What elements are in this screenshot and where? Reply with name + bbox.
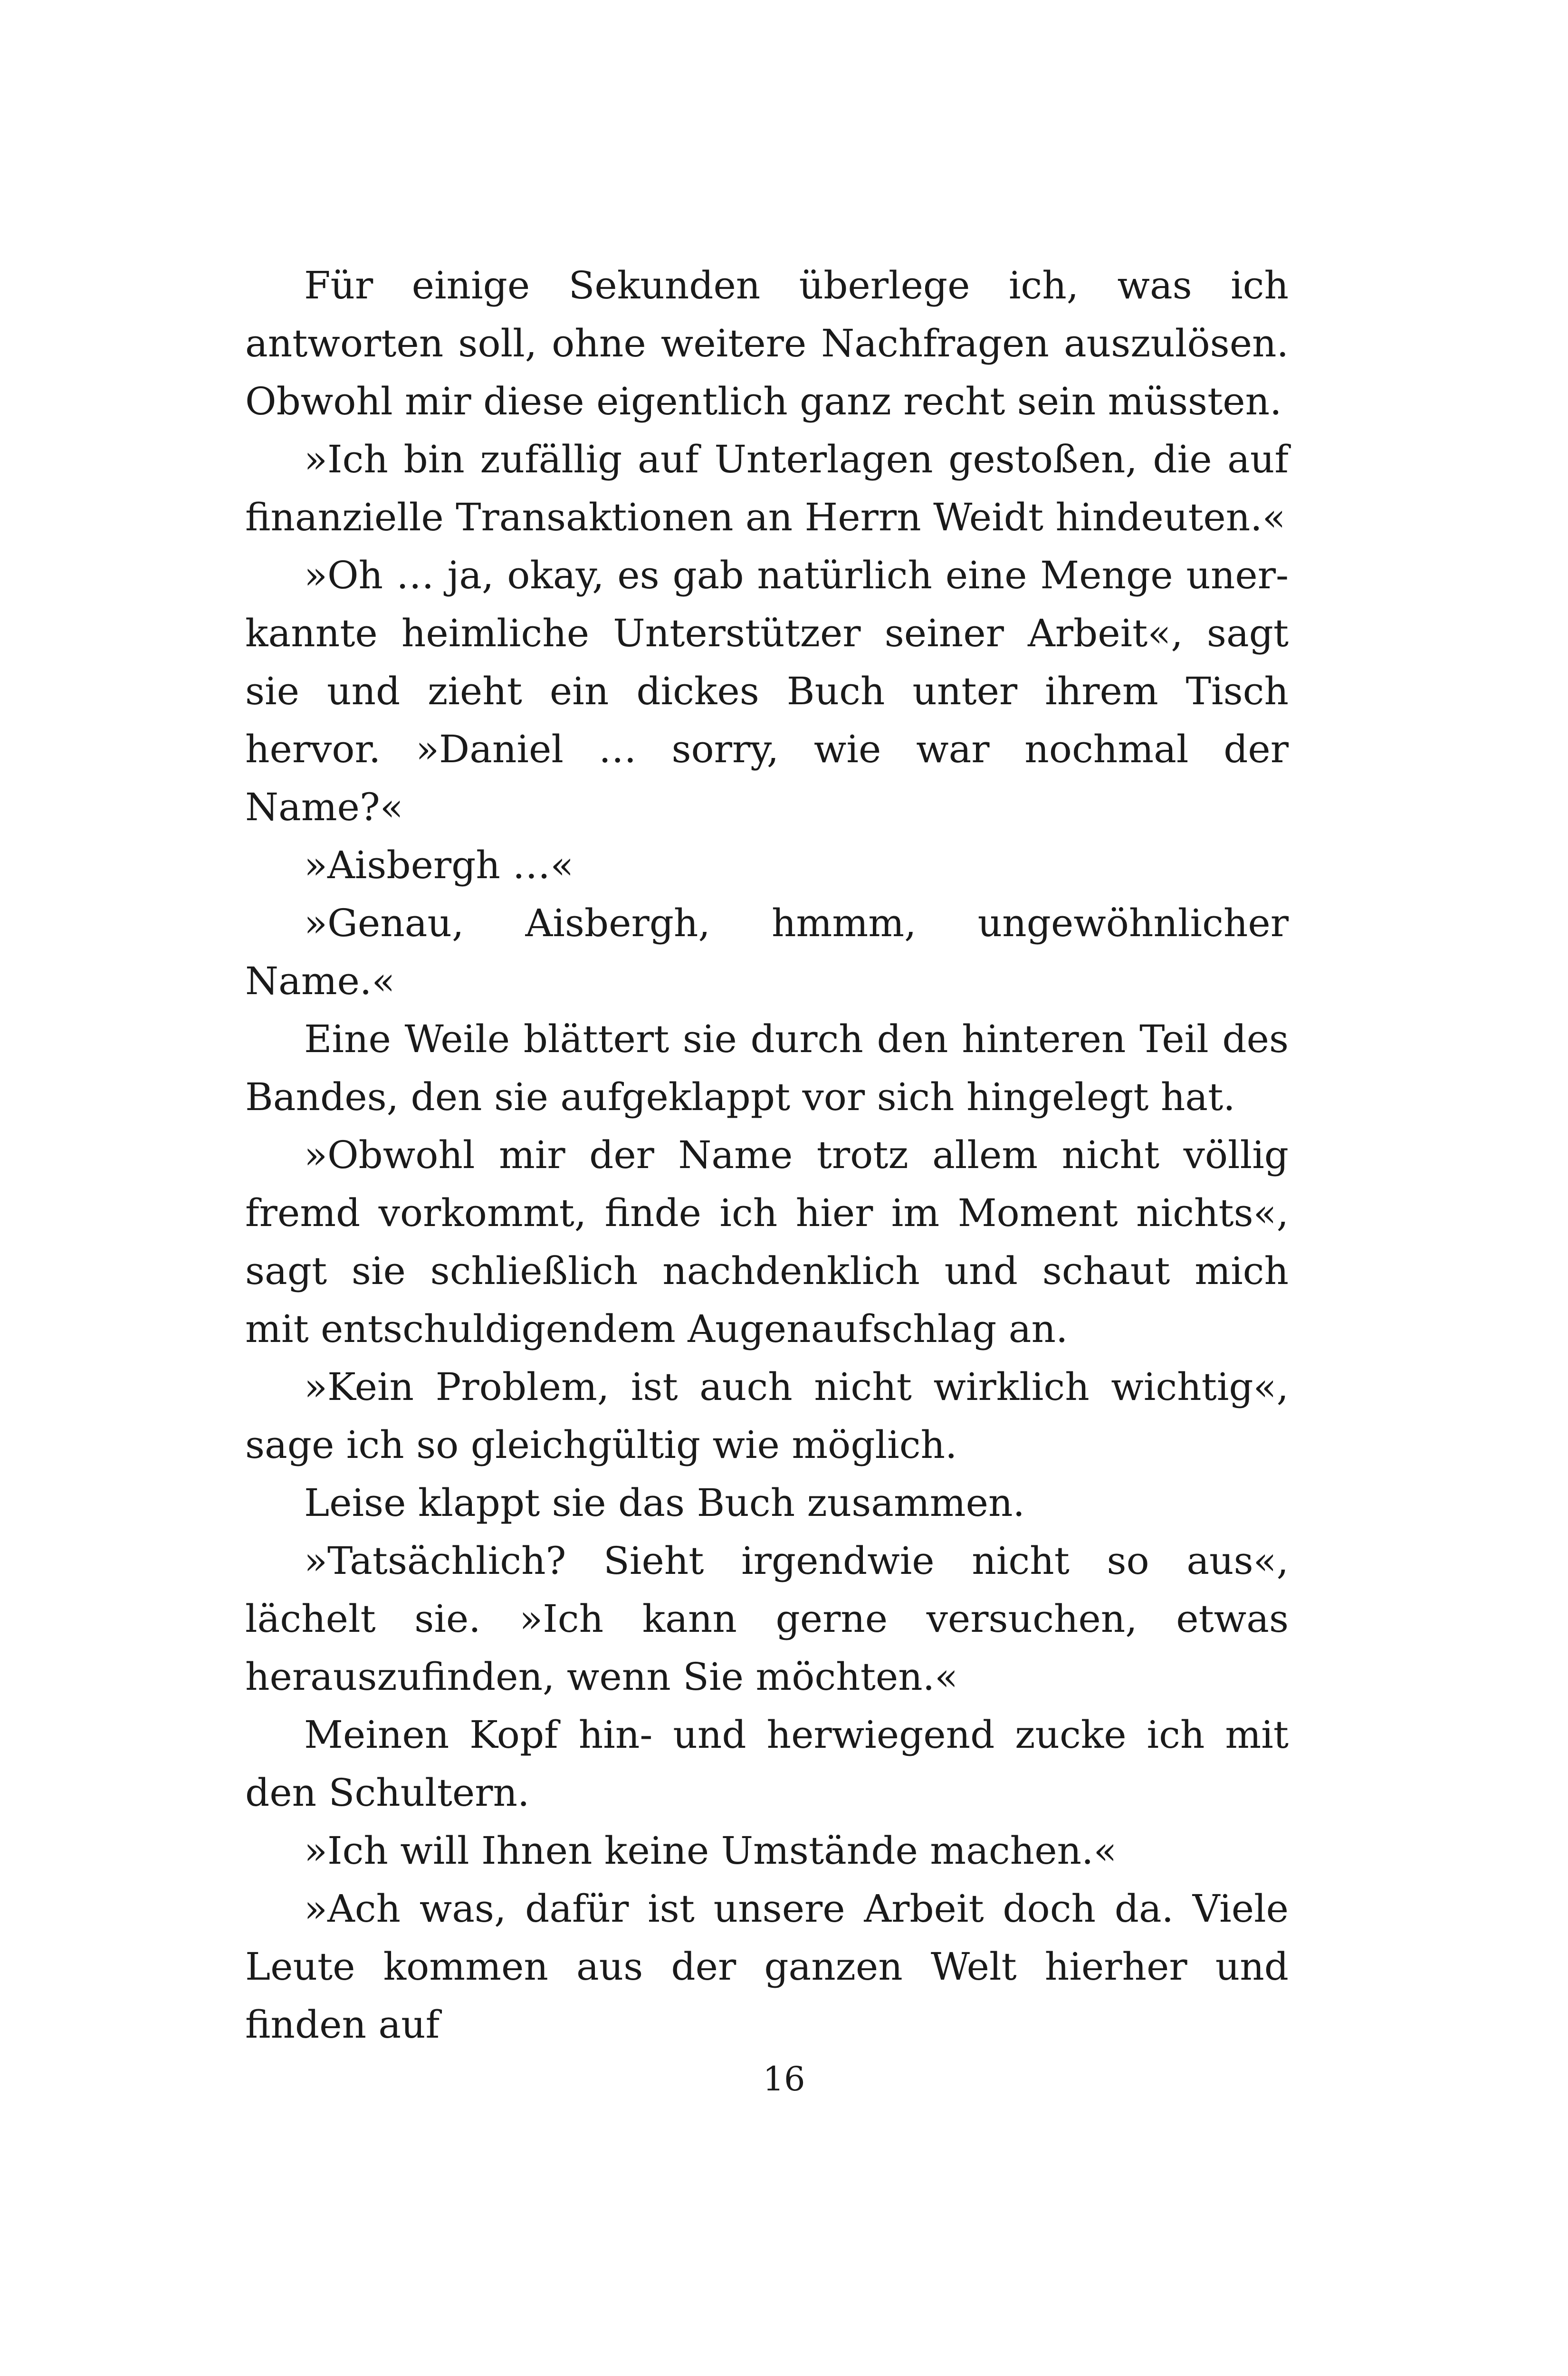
page-number: 16	[763, 2060, 805, 2098]
paragraph-5: »Genau, Aisbergh, hmmm, ungewöhnlicher Name.«	[245, 901, 1289, 1003]
body-text	[245, 257, 1289, 2054]
paragraph-9: Leise klappt sie das Buch zusammen.	[304, 1481, 1025, 1525]
paragraph-6: Eine Weile blättert sie durch den hinteren Teil des Bandes, den sie aufgeklappt vor sich hingelegt hat.	[245, 1017, 1289, 1119]
paragraph-7: »Obwohl mir der Name trotz allem nicht völlig fremd vorkommt, finde ich hier im Moment nichts«, sagt sie schließlich nachdenklich und schaut mich mit entschuldigendem Augenaufschlag an.	[245, 1133, 1289, 1351]
paragraph-4: »Aisbergh …«	[304, 843, 574, 887]
paragraph-8: »Kein Problem, ist auch nicht wirklich wichtig«, sage ich so gleichgültig wie möglich.	[245, 1365, 1289, 1467]
paragraph-11: Meinen Kopf hin- und herwiegend zucke ich mit den Schultern.	[245, 1713, 1289, 1815]
paragraph-10: »Tatsächlich? Sieht irgendwie nicht so aus«, lächelt sie. »Ich kann gerne versuchen, etwas herauszufinden, wenn Sie möchten.«	[245, 1539, 1289, 1699]
paragraph-12: »Ich will Ihnen keine Umstände machen.«	[304, 1829, 1117, 1873]
paragraph-3: »Oh … ja, okay, es gab natürlich eine Menge unerkannte heimliche Unterstützer seiner Arbeit«, sagt sie und zieht ein dickes Buch unter ihrem Tisch hervor. »Daniel … sorry, wie war nochmal der Name?«	[245, 553, 1289, 829]
paragraph-13: »Ach was, dafür ist unsere Arbeit doch da. Viele Leute kommen aus der ganzen Welt hierher und finden auf	[245, 1887, 1289, 2047]
paragraph-1: Für einige Sekunden überlege ich, was ich antworten soll, ohne weitere Nachfragen auszulösen. Obwohl mir diese eigentlich ganz recht sein müssten.	[245, 263, 1289, 423]
paragraph-2: »Ich bin zufällig auf Unterlagen gestoßen, die auf finanzielle Transaktionen an Herrn Weidt hindeuten.«	[245, 437, 1289, 539]
